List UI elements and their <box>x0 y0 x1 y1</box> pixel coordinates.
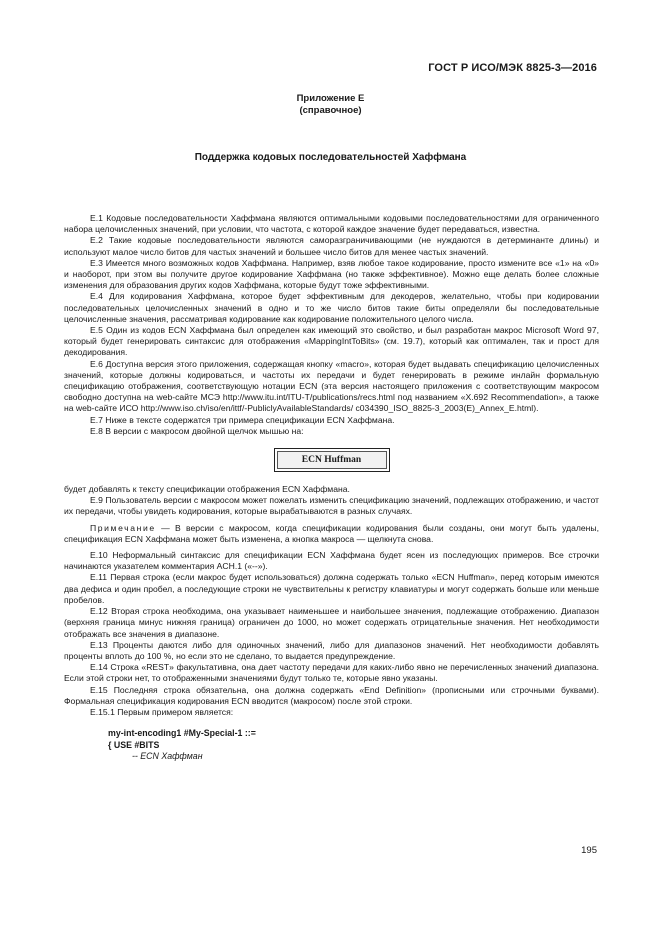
paragraph-e13: Е.13 Проценты даются либо для одиночных значений, либо для диапазонов значений. Нет необходимости добавлять проценты вплоть до 100 %, но если это не сделано, то выдается предупреждение. <box>64 639 599 661</box>
paragraph-e12: Е.12 Вторая строка необходима, она указывает наименьшее и наибольшее значения, подлежащие отображению. Диапазон (верхняя граница минус нижняя граница) ограничен до 1000, но может содержать отрицательные значения. Нет необходимости отображать все значения в диапазоне. <box>64 606 599 639</box>
paragraph-e15-1: Е.15.1 Первым примером является: <box>90 706 234 717</box>
macro-button-wrap <box>64 448 599 474</box>
paragraph-e7: Е.7 Ниже в тексте содержатся три примера спецификации ECN Хаффмана. <box>90 414 395 425</box>
code-line-2: { USE #BITS <box>108 739 160 750</box>
note-label: Примечание <box>90 522 156 533</box>
page-number: 195 <box>581 845 597 856</box>
paragraph-e4: Е.4 Для кодирования Хаффмана, которое будет эффективным для декодеров, желательно, чтобы при кодировании последовательных целочисленных значений в одно и то же число битов такие биты определяли бы последовательные целочисленные значения, рассматривая кодирование как кодирование положительного целого числа. <box>64 291 599 324</box>
paragraph-e3: Е.3 Имеется много возможных кодов Хаффмана. Например, взяв любое такое кодирование, просто измените все «1» на «0» и наоборот, при этом вы получите другое кодирование Хаффмана (но также эффективное). Можно еще делать более сложные изменения для образования других кодов Хаффмана, которые будут тоже эффективными. <box>64 257 599 291</box>
paragraph-e6: Е.6 Доступна версия этого приложения, содержащая кнопку «macro», которая будет выдавать спецификацию целочисленных значений, которые должны кодироваться, и частоты их передачи и будет генерировать в режиме инлайн формальную спецификацию отображения, соответствующую нотации ECN (эта версия настоящего приложения с соответствующим макросом свободно доступна на web-сайте МСЭ http://www.itu.int/ITU-T/publications/recs.html под названием «X.692 Recommendation», а также на web-сайте ИСО http://www.iso.ch/iso/en/ittf/-PubliclyAvailableStandards/ c034390_ISO_8825-3_2003(E)_Annex_E.html). <box>64 358 599 414</box>
paragraph-e8: Е.8 В версии с макросом двойной щелчок мышью на: <box>90 425 304 436</box>
paragraph-e2: Е.2 Такие кодовые последовательности являются саморазграничивающими (не нуждаются в детерминанте длины) и используют малое число битов для частых значений и большее число битов для менее частых значений. <box>64 235 599 257</box>
code-line-3: -- ECN Хаффман <box>132 751 203 762</box>
appendix-label: Приложение Е <box>296 93 365 104</box>
appendix-heading <box>0 93 661 117</box>
paragraph-after-button: будет добавлять к тексту спецификации отображения ECN Хаффмана. <box>64 484 350 495</box>
code-example <box>108 728 599 763</box>
paragraph-e9: Е.9 Пользователь версии с макросом может пожелать изменить спецификацию значений, подлежащих отображению, и частот их передачи, чтобы увидеть кодирования, которые вырабатываются в разных случаях. <box>64 495 599 517</box>
standard-designation: ГОСТ Р ИСО/МЭК 8825-3—2016 <box>428 62 597 74</box>
paragraph-e10: Е.10 Неформальный синтаксис для спецификации ECN Хаффмана будет ясен из последующих примеров. Все строчки начинаются указателем комментария ACH.1 («--»). <box>64 550 599 572</box>
ecn-huffman-macro-button[interactable]: ECN Huffman <box>274 448 390 472</box>
paragraph-e11: Е.11 Первая строка (если макрос будет использоваться) должна содержать только «ECN Huffman», перед которым имеются два дефиса и один пробел, а последующие строки не чувствительны к регистру клавиатуры и могут содержать больше или меньше пробелов. <box>64 572 599 605</box>
paragraph-e14: Е.14 Строка «REST» факультативна, она дает частоту передачи для каких-либо явно не перечисленных значений диапазона. Если этой строки нет, то отображенными значениями будут только те, которые явно указаны. <box>64 662 599 684</box>
document-body <box>64 213 599 763</box>
section-title: Поддержка кодовых последовательностей Хаффмана <box>194 152 467 163</box>
code-line-1: my-int-encoding1 #My-Special-1 ::= <box>108 728 256 739</box>
paragraph-e15: Е.15 Последняя строка обязательна, она должна содержать «End Definition» (прописными или строчными буквами). Формальная спецификация кодирования ECN вводится (макросом) после этой строки. <box>64 684 599 706</box>
paragraph-e1: Е.1 Кодовые последовательности Хаффмана являются оптимальными кодовыми последовательностями для ограниченного набора целочисленных значений, при условии, что частота, с которой каждое значение будет передаваться, известна. <box>64 213 599 235</box>
note-text: — В версии с макросом, когда спецификации кодирования были созданы, они могут быть удалены, спецификация ECN Хаффмана может быть изменена, а кнопка макроса — щелкнута снова. <box>64 522 599 544</box>
paragraph-e5: Е.5 Один из кодов ECN Хаффмана был определен как имеющий это свойство, и был разработан макрос Microsoft Word 97, который будет генерировать синтаксис для отображения «MappingIntToBits» (см. 19.7), который как оптимален, так и прост для декодирования. <box>64 325 599 358</box>
note <box>64 523 599 545</box>
appendix-kind: (справочное) <box>299 105 362 116</box>
